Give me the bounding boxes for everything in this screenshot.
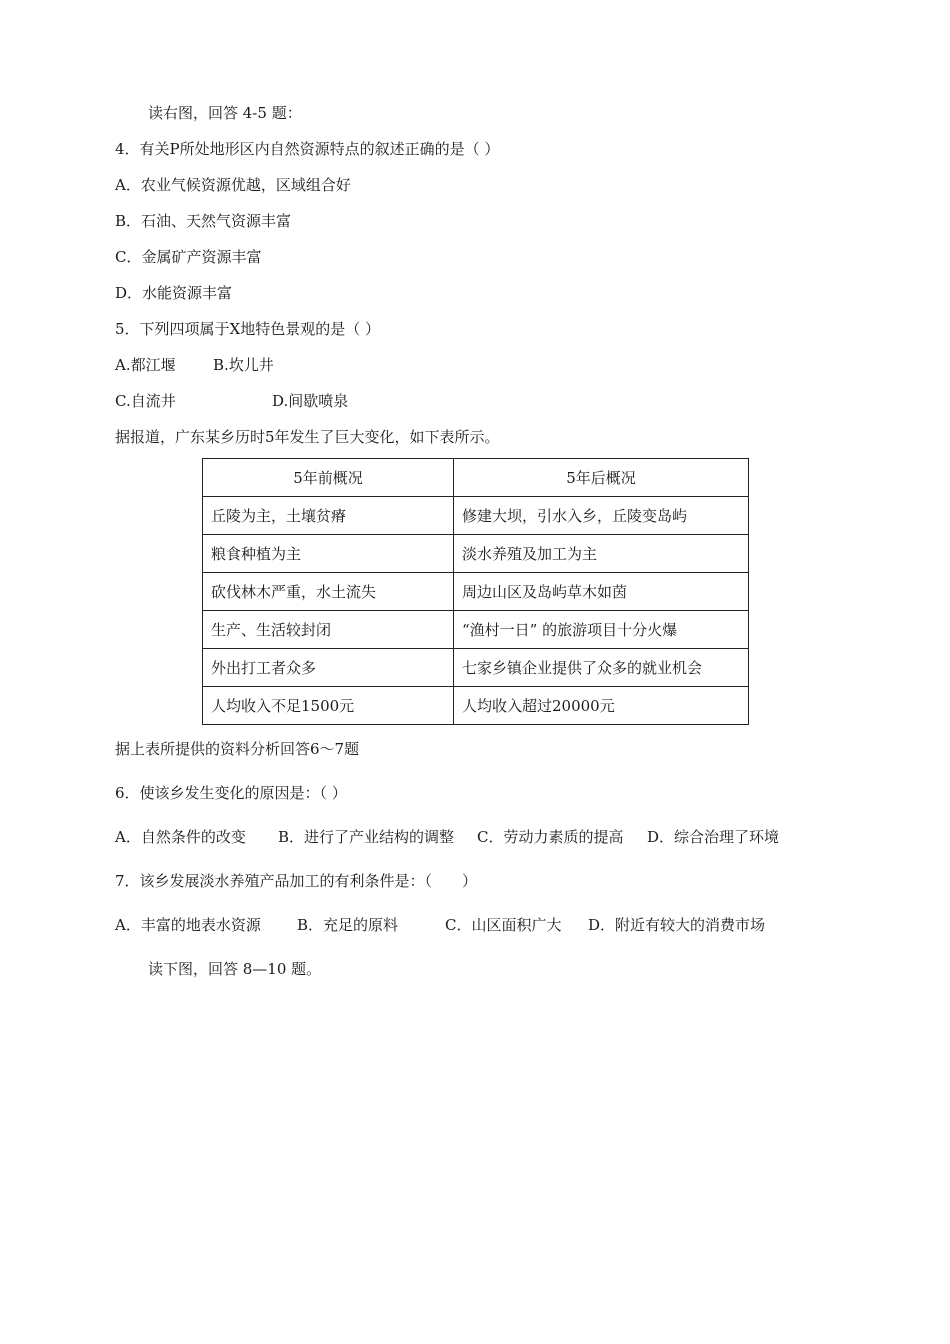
report-intro: 据报道，广东某乡历时5年发生了巨大变化，如下表所示。: [115, 428, 500, 446]
question-4-option-b: B．石油、天然气资源丰富: [115, 212, 292, 230]
question-4-option-c: C．金属矿产资源丰富: [115, 248, 262, 266]
table-cell-after: 周边山区及岛屿草木如茵: [454, 573, 749, 611]
table-row: [203, 687, 749, 725]
intro-4-5: 读右图，回答 4-5 题：: [148, 104, 302, 122]
table-cell-after: 修建大坝，引水入乡，丘陵变岛屿: [454, 497, 749, 535]
question-5-option-d: D.间歇喷泉: [272, 392, 349, 410]
question-5-option-c: C.自流井: [115, 392, 176, 410]
table-header-after: 5年后概况: [454, 459, 749, 497]
table-row: [203, 535, 749, 573]
table-row: [203, 497, 749, 535]
question-6-stem: 6．使该乡发生变化的原因是：（ ）: [115, 784, 347, 802]
question-6-option-d: D．综合治理了环境: [647, 828, 780, 846]
question-7-options: [115, 915, 765, 935]
question-7-option-a: A．丰富的地表水资源: [115, 916, 261, 934]
table-header-row: [203, 459, 749, 497]
question-7-stem: 7．该乡发展淡水养殖产品加工的有利条件是：（ ）: [115, 872, 478, 890]
question-5-options-row1: [115, 355, 274, 375]
question-6-options: [115, 827, 779, 847]
intro-8-10: 读下图，回答 8—10 题。: [148, 960, 322, 978]
table-row: [203, 649, 749, 687]
question-7-option-c: C．山区面积广大: [445, 916, 562, 934]
table-cell-after: 淡水养殖及加工为主: [454, 535, 749, 573]
table-header-before: 5年前概况: [203, 459, 454, 497]
table-cell-after: “渔村一日” 的旅游项目十分火爆: [454, 611, 749, 649]
question-5-stem: 5．下列四项属于X地特色景观的是（ ）: [115, 320, 380, 338]
table-cell-after: 七家乡镇企业提供了众多的就业机会: [454, 649, 749, 687]
change-table: [202, 458, 749, 725]
question-4-stem: 4．有关P所处地形区内自然资源特点的叙述正确的是（ ）: [115, 140, 500, 158]
table-cell-before: 人均收入不足1500元: [203, 687, 454, 725]
table-cell-after: 人均收入超过20000元: [454, 687, 749, 725]
question-4-option-a: A．农业气候资源优越，区域组合好: [115, 176, 351, 194]
table-row: [203, 611, 749, 649]
table-cell-before: 砍伐林木严重，水土流失: [203, 573, 454, 611]
table-cell-before: 丘陵为主，土壤贫瘠: [203, 497, 454, 535]
question-5-options-row2: [115, 391, 348, 411]
table-cell-before: 生产、生活较封闭: [203, 611, 454, 649]
question-5-option-b: B.坎儿井: [213, 356, 274, 374]
table-row: [203, 573, 749, 611]
table-followup: 据上表所提供的资料分析回答6～7题: [115, 740, 360, 758]
question-4-option-d: D．水能资源丰富: [115, 284, 233, 302]
table-cell-before: 粮食种植为主: [203, 535, 454, 573]
question-6-option-b: B．进行了产业结构的调整: [278, 828, 455, 846]
question-6-option-c: C．劳动力素质的提高: [477, 828, 624, 846]
question-7-option-d: D．附近有较大的消费市场: [588, 916, 766, 934]
question-5-option-a: A.都江堰: [115, 356, 176, 374]
question-7-option-b: B．充足的原料: [297, 916, 399, 934]
table-cell-before: 外出打工者众多: [203, 649, 454, 687]
question-6-option-a: A．自然条件的改变: [115, 828, 246, 846]
